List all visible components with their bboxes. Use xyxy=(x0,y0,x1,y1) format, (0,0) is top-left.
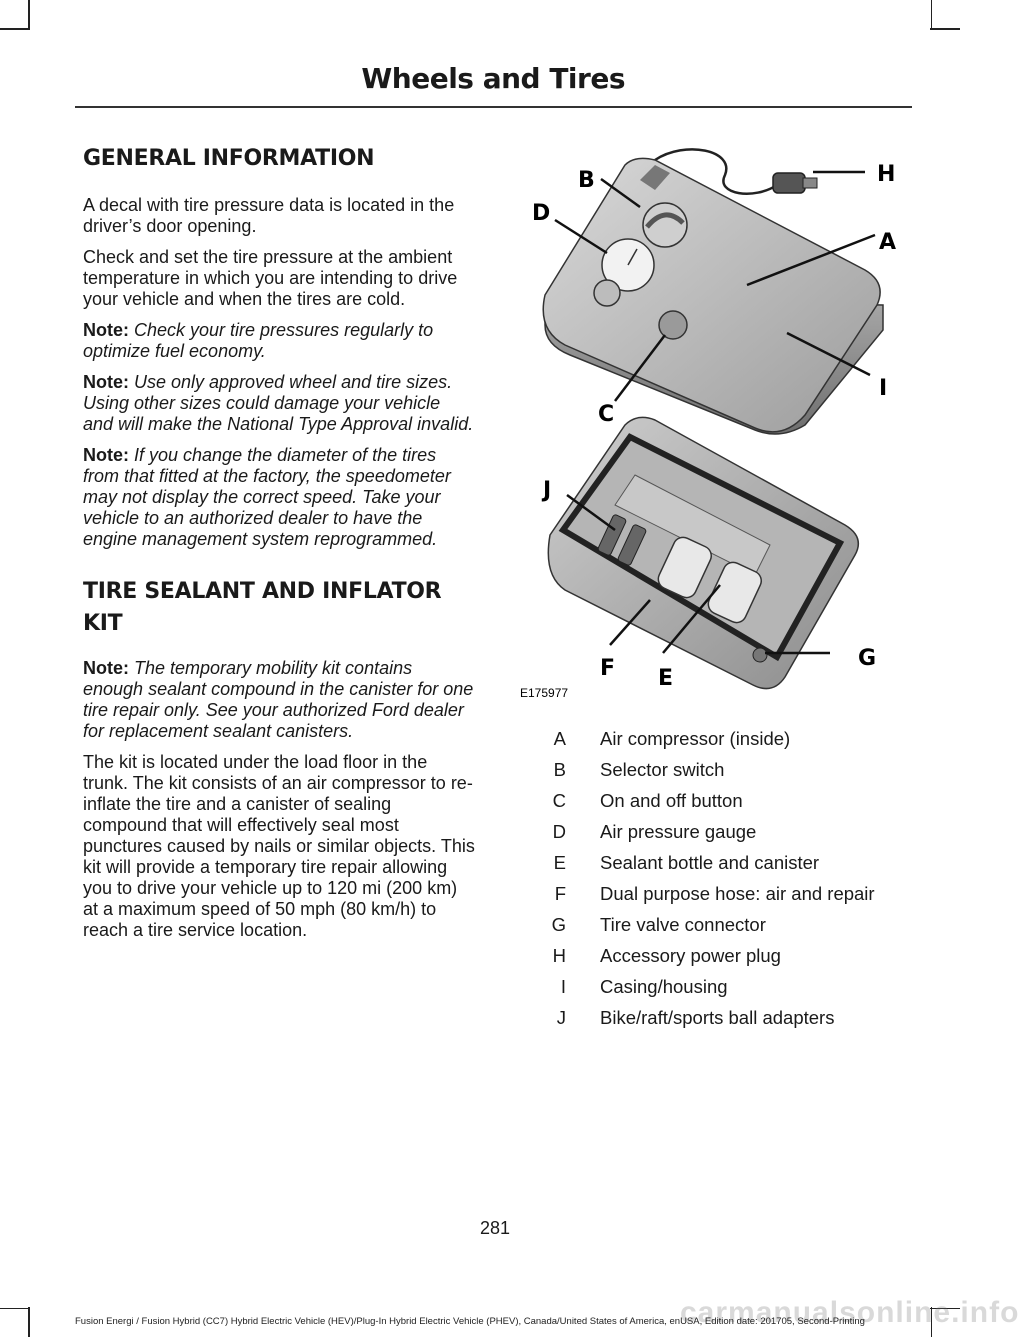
legend-key: J xyxy=(556,1006,566,1028)
selector-switch xyxy=(643,203,687,247)
legend-row xyxy=(530,723,920,754)
legend-row xyxy=(530,971,920,1002)
section-heading-kit: TIRE SEALANT AND INFLATOR KIT xyxy=(83,578,442,636)
legend-key: G xyxy=(551,913,566,935)
callout-i: I xyxy=(879,376,888,401)
note-label: Note: xyxy=(83,319,129,340)
note xyxy=(83,372,475,435)
legend-row xyxy=(530,785,920,816)
on-off-button xyxy=(659,311,687,339)
tire-valve-connector xyxy=(753,648,767,662)
note-text: If you change the diameter of the tires from that fitted at the factory, the speedometer may not display the correct speed. Take your vehicle to an authorized dealer to have the engine management system reprogrammed. xyxy=(83,444,451,549)
legend-key: D xyxy=(552,820,566,842)
crop-mark xyxy=(931,0,933,30)
crop-mark xyxy=(28,1307,30,1337)
note xyxy=(83,445,475,550)
crop-mark xyxy=(930,28,960,30)
legend-description: Accessory power plug xyxy=(600,944,781,966)
paragraph: The kit is located under the load floor in the trunk. The kit consists of an air compressor to re-inflate the tire and a canister of sealing compound that will effectively seal most punctures caused by nails or similar objects. This kit will provide a temporary tire repair allowing you to drive your vehicle up to 120 mi (200 km) at a maximum speed of 50 mph (80 km/h) to reach a tire service location. xyxy=(83,751,475,940)
legend-description: Bike/raft/sports ball adapters xyxy=(600,1006,835,1028)
legend-key: F xyxy=(554,882,566,904)
note-text: The temporary mobility kit contains enough sealant compound in the canister for one tire repair only. See your authorized Ford dealer for replacement sealant canisters. xyxy=(83,657,474,741)
legend-row xyxy=(530,754,920,785)
legend-row xyxy=(530,909,920,940)
legend-description: Air pressure gauge xyxy=(600,820,757,842)
legend-key: A xyxy=(553,727,566,749)
note xyxy=(83,320,475,362)
page-footer: Fusion Energi / Fusion Hybrid (CC7) Hybrid Electric Vehicle (HEV)/Plug-In Hybrid Electric Vehicle (PHEV), Canada/United States of America, enUSA, Edition date: 201705, Second-Printing xyxy=(75,1316,865,1327)
legend-description: On and off button xyxy=(600,789,743,811)
callout-h: H xyxy=(877,162,896,187)
note-label: Note: xyxy=(83,444,129,465)
legend-key: I xyxy=(560,975,566,997)
power-plug xyxy=(773,173,817,193)
section-heading-general: GENERAL INFORMATION xyxy=(83,146,375,171)
crop-mark xyxy=(0,1308,30,1310)
callout-f: F xyxy=(600,656,616,681)
note-label: Note: xyxy=(83,371,129,392)
legend-row xyxy=(530,940,920,971)
legend-row xyxy=(530,878,920,909)
callout-d: D xyxy=(532,201,551,226)
legend-description: Tire valve connector xyxy=(600,913,766,935)
note-text: Use only approved wheel and tire sizes. Using other sizes could damage your vehicle and will make the National Type Approval invalid. xyxy=(83,371,474,434)
legend-row xyxy=(530,816,920,847)
inflator-kit-diagram xyxy=(515,145,915,705)
legend-description: Sealant bottle and canister xyxy=(600,851,820,873)
callout-b: B xyxy=(578,168,595,193)
legend-description: Dual purpose hose: air and repair xyxy=(600,882,875,904)
callout-g: G xyxy=(858,646,877,671)
header-rule xyxy=(75,106,912,108)
casing-button xyxy=(594,280,620,306)
legend-key: B xyxy=(553,758,566,780)
legend-row xyxy=(530,847,920,878)
left-column xyxy=(83,143,475,951)
note-label: Note: xyxy=(83,657,129,678)
note xyxy=(83,658,475,742)
note-text: Check your tire pressures regularly to optimize fuel economy. xyxy=(83,319,434,361)
diagram-id: E175977 xyxy=(520,686,569,700)
legend-description: Selector switch xyxy=(600,758,725,780)
page-header-title: Wheels and Tires xyxy=(361,62,625,95)
legend-key: H xyxy=(552,944,566,966)
callout-e: E xyxy=(658,666,674,691)
crop-mark xyxy=(0,28,30,30)
callout-j: J xyxy=(543,478,552,503)
callout-c: C xyxy=(598,402,615,427)
paragraph: Check and set the tire pressure at the ambient temperature in which you are intending to drive your vehicle and when the tires are cold. xyxy=(83,246,458,309)
legend-row xyxy=(530,1002,920,1033)
crop-mark xyxy=(28,0,30,30)
legend-description: Air compressor (inside) xyxy=(600,727,791,749)
page-number: 281 xyxy=(479,1218,511,1238)
paragraph: A decal with tire pressure data is located in the driver’s door opening. xyxy=(83,194,455,236)
watermark: carmanualsonline.info xyxy=(680,1296,1019,1329)
legend-description: Casing/housing xyxy=(600,975,728,997)
diagram-legend xyxy=(530,723,920,1033)
legend-key: E xyxy=(553,851,566,873)
legend-key: C xyxy=(552,789,566,811)
callout-a: A xyxy=(879,230,897,255)
